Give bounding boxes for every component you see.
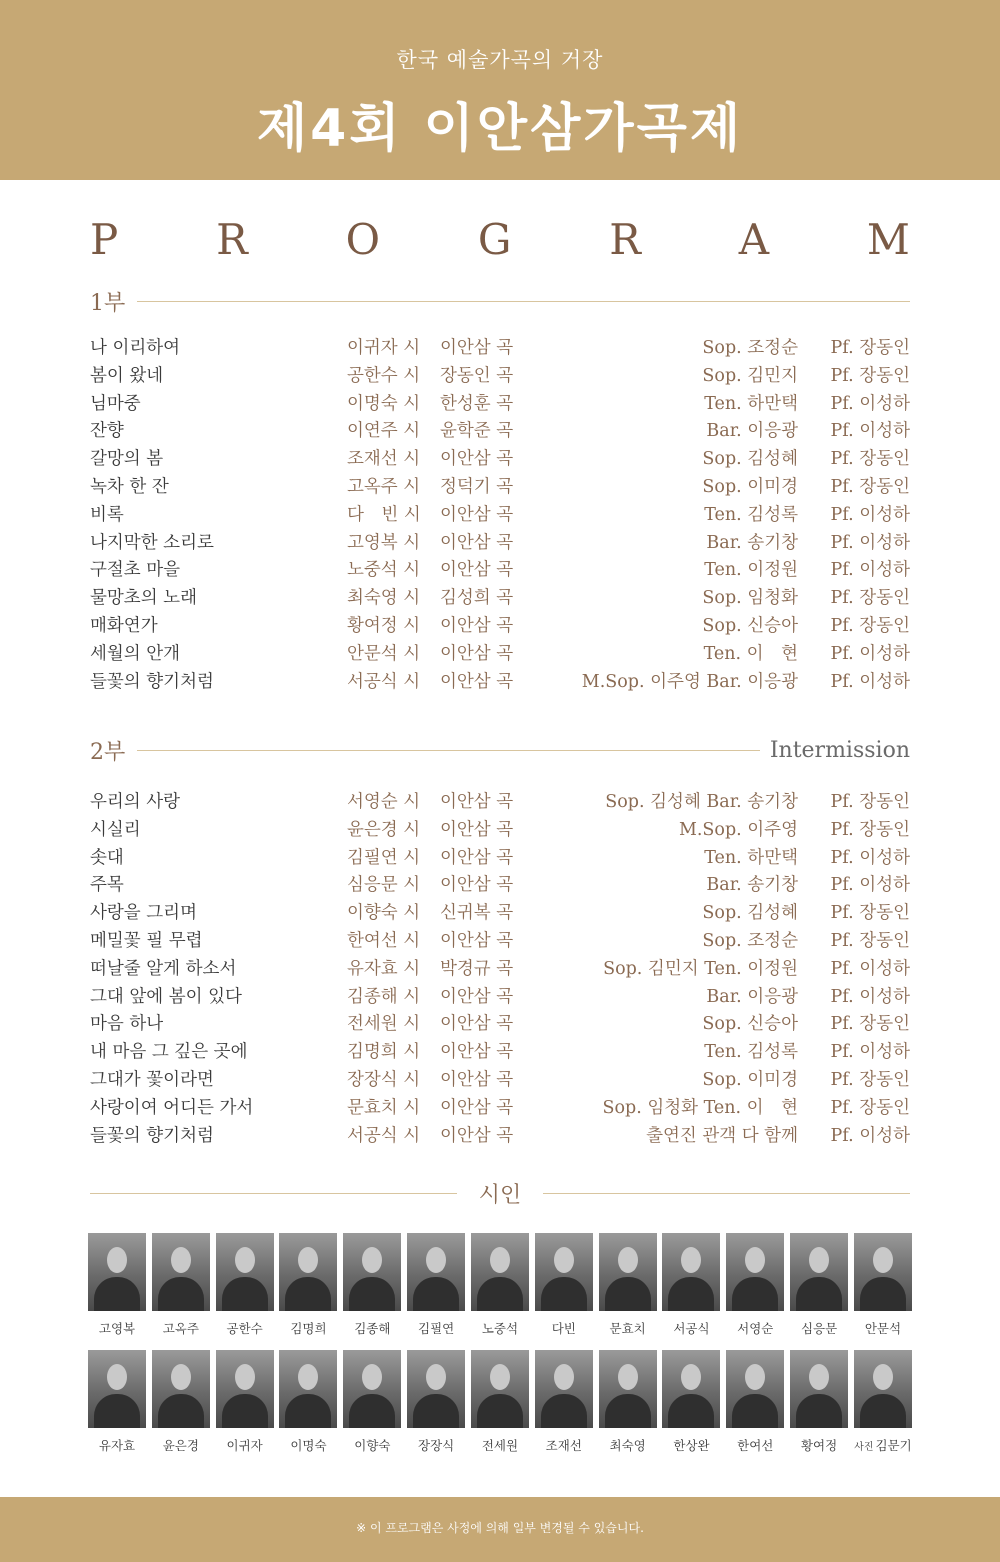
song-title: 떠날줄 알게 하소서 [90, 958, 237, 979]
poet-credit: 윤은경 시 [347, 819, 421, 840]
poet-credit: 이명숙 시 [347, 393, 421, 414]
composer-credit: 이안삼 곡 [440, 1125, 514, 1146]
song-title: 주목 [90, 875, 124, 896]
pianist-credit: Pf. 장동인 [830, 792, 910, 812]
poet-portrait-photo [343, 1350, 401, 1428]
program-row [90, 1123, 910, 1151]
part2-label: 2부 [90, 739, 126, 765]
poet-card [343, 1350, 401, 1454]
composer-credit: 이안삼 곡 [440, 930, 514, 951]
poet-portrait-photo [279, 1233, 337, 1311]
poet-name-text: 이명숙 [290, 1438, 327, 1453]
poet-card [216, 1233, 274, 1337]
song-title: 물망초의 노래 [90, 588, 197, 609]
poet-credit: 장장식 시 [347, 1069, 421, 1090]
poet-portrait-photo [790, 1350, 848, 1428]
pianist-credit: Pf. 이성하 [830, 393, 910, 414]
poet-credit: 노중석 시 [347, 560, 421, 581]
poet-credit: 심응문 시 [347, 875, 421, 896]
poet-name-text: 고옥주 [162, 1321, 199, 1336]
poet-credit: 이향숙 시 [347, 903, 421, 924]
composer-credit: 한성훈 곡 [440, 393, 514, 414]
poet-card [599, 1233, 657, 1337]
program-row [90, 984, 910, 1012]
composer-credit: 장동인 곡 [440, 365, 514, 386]
poet-portrait-photo [152, 1233, 210, 1311]
song-title: 그대 앞에 봄이 있다 [90, 986, 242, 1007]
photo-credit-label: 사진 [854, 1442, 874, 1453]
poet-credit: 김종해 시 [347, 986, 421, 1007]
poet-name [418, 1436, 454, 1454]
divider [543, 1193, 910, 1194]
poet-card [343, 1233, 401, 1337]
program-row [90, 928, 910, 956]
header-banner [0, 0, 1000, 180]
pianist-credit: Pf. 이성하 [830, 504, 910, 525]
pianist-credit: Pf. 장동인 [830, 365, 910, 386]
song-title: 봄이 왔네 [90, 365, 164, 386]
poet-card [88, 1350, 146, 1454]
poet-name [354, 1319, 390, 1337]
program-row [90, 956, 910, 984]
poets-heading [90, 1178, 910, 1208]
song-title: 그대가 꽃이라면 [90, 1069, 214, 1090]
pianist-credit: Pf. 장동인 [830, 903, 910, 924]
program-row [90, 1067, 910, 1095]
song-title: 비록 [90, 504, 124, 525]
page-title: 제4회 이안삼가곡제 [256, 99, 744, 159]
program-row [90, 363, 910, 391]
program-row [90, 900, 910, 928]
composer-credit: 이안삼 곡 [440, 1014, 514, 1035]
composer-credit: 이안삼 곡 [440, 986, 514, 1007]
performer-credit: Ten. 김성록 [704, 504, 798, 525]
poet-card [152, 1350, 210, 1454]
poet-name-text: 이귀자 [226, 1438, 263, 1453]
poet-portrait-photo [407, 1233, 465, 1311]
poet-name-text: 전세원 [481, 1438, 519, 1453]
poet-name-text: 최숙영 [609, 1438, 646, 1453]
poet-name [99, 1319, 135, 1337]
poet-name-text: 한상완 [673, 1438, 710, 1453]
pianist-credit: Pf. 이성하 [830, 1125, 910, 1146]
performer-credit: Sop. 김성혜 Bar. 송기창 [605, 792, 798, 812]
poet-name [227, 1436, 263, 1454]
performer-credit: Sop. 임청화 Ten. 이 현 [602, 1097, 798, 1118]
composer-credit: 이안삼 곡 [440, 560, 514, 581]
performer-credit: Sop. 김성혜 [702, 449, 798, 470]
program-row [90, 641, 910, 669]
song-title: 들꽃의 향기처럼 [90, 1125, 214, 1146]
program-row [90, 1011, 910, 1039]
composer-credit: 이안삼 곡 [440, 792, 514, 812]
poet-name [610, 1436, 646, 1454]
poet-name-text: 심응문 [800, 1321, 838, 1336]
poet-name [737, 1436, 773, 1454]
performer-credit: Sop. 김민지 [702, 365, 798, 386]
performer-credit: Sop. 임청화 [702, 588, 798, 609]
page-subtitle: 한국 예술가곡의 거장 [396, 48, 604, 72]
program-letter: R [216, 215, 248, 264]
program-letter: O [345, 215, 381, 264]
poet-card [471, 1350, 529, 1454]
poet-name [418, 1319, 454, 1337]
performer-credit: Bar. 이응광 [706, 421, 798, 442]
poet-portrait-photo [471, 1233, 529, 1311]
poet-name-text: 황여정 [800, 1438, 838, 1453]
performer-credit: Ten. 하만택 [704, 393, 798, 414]
composer-credit: 이안삼 곡 [440, 1042, 514, 1063]
poet-credit: 공한수 시 [347, 365, 421, 386]
poet-name [801, 1436, 837, 1454]
poet-credit: 유자효 시 [347, 958, 421, 979]
program-row [90, 817, 910, 845]
poet-name-text: 공한수 [226, 1321, 263, 1336]
poet-portrait-photo [599, 1350, 657, 1428]
poet-card [407, 1350, 465, 1454]
performer-credit: Bar. 송기창 [706, 532, 798, 553]
song-title: 들꽃의 향기처럼 [90, 671, 214, 692]
poet-name-text: 고영복 [98, 1321, 136, 1336]
poet-name-text: 다빈 [551, 1321, 576, 1336]
poet-name [227, 1319, 263, 1337]
composer-credit: 이안삼 곡 [440, 338, 514, 358]
poet-card [407, 1233, 465, 1337]
poet-card [535, 1233, 593, 1337]
poet-name [163, 1319, 199, 1337]
poet-portrait-photo [662, 1350, 720, 1428]
poet-name [865, 1319, 901, 1337]
song-title: 솟대 [90, 847, 124, 868]
poet-card [854, 1233, 912, 1337]
footer-note: ※ 이 프로그램은 사정에 의해 일부 변경될 수 있습니다. [356, 1521, 644, 1535]
poet-portrait-photo [279, 1350, 337, 1428]
program-row [90, 872, 910, 900]
composer-credit: 이안삼 곡 [440, 1069, 514, 1090]
performer-credit: Ten. 김성록 [704, 1042, 798, 1063]
song-title: 내 마음 그 깊은 곳에 [90, 1042, 248, 1063]
performer-credit: Ten. 하만택 [704, 847, 798, 868]
part1-heading [90, 286, 910, 316]
poet-name [610, 1319, 646, 1337]
poet-credit: 전세원 시 [347, 1014, 421, 1035]
program-row [90, 530, 910, 558]
performer-credit: M.Sop. 이주영 Bar. 이응광 [581, 671, 798, 692]
poet-credit: 김명희 시 [347, 1042, 421, 1063]
composer-credit: 정덕기 곡 [440, 476, 514, 497]
program-row [90, 502, 910, 530]
pianist-credit: Pf. 이성하 [830, 671, 910, 692]
song-title: 우리의 사랑 [90, 792, 181, 812]
pianist-credit: Pf. 이성하 [830, 986, 910, 1007]
song-title: 사랑이여 어디든 가서 [90, 1097, 254, 1118]
poet-name [99, 1436, 135, 1454]
poet-portrait-photo [535, 1233, 593, 1311]
poet-card [726, 1350, 784, 1454]
intermission-label: Intermission [769, 737, 910, 763]
poet-name-text: 유자효 [98, 1438, 136, 1453]
poets-heading-label: 시인 [478, 1182, 522, 1208]
pianist-credit: Pf. 이성하 [830, 875, 910, 896]
poet-name-text: 장장식 [418, 1438, 455, 1453]
poet-credit: 이귀자 시 [347, 338, 421, 358]
pianist-credit: Pf. 장동인 [830, 338, 910, 358]
poet-card [535, 1350, 593, 1454]
poet-name-text: 김필연 [418, 1321, 455, 1336]
composer-credit: 이안삼 곡 [440, 671, 514, 692]
poet-card [662, 1233, 720, 1337]
pianist-credit: Pf. 이성하 [830, 1042, 910, 1063]
pianist-credit: Pf. 장동인 [830, 615, 910, 636]
poet-name [801, 1319, 837, 1337]
footer-banner [0, 1497, 1000, 1562]
poet-credit: 한여선 시 [347, 930, 421, 951]
performer-credit: Sop. 이미경 [702, 1069, 798, 1090]
poet-name [482, 1319, 518, 1337]
song-title: 매화연가 [90, 615, 158, 636]
song-title: 갈망의 봄 [90, 449, 164, 470]
poet-name [737, 1319, 773, 1337]
composer-credit: 김성희 곡 [440, 588, 514, 609]
poet-name [354, 1436, 390, 1454]
poet-name [673, 1436, 709, 1454]
poet-credit: 안문석 시 [347, 643, 421, 664]
program-heading [90, 212, 910, 268]
poet-card [279, 1233, 337, 1337]
poet-portrait-photo [216, 1233, 274, 1311]
poet-name [854, 1436, 912, 1454]
program-row [90, 669, 910, 697]
poet-card [854, 1350, 912, 1454]
composer-credit: 이안삼 곡 [440, 615, 514, 636]
poet-name-text: 한여선 [737, 1438, 774, 1453]
poet-name-text: 김명희 [290, 1321, 327, 1336]
poet-credit: 고영복 시 [347, 532, 421, 553]
part1-program-list [90, 335, 910, 696]
poet-credit: 김필연 시 [347, 847, 421, 868]
poet-portrait-photo [407, 1350, 465, 1428]
pianist-credit: Pf. 장동인 [830, 930, 910, 951]
poet-card [152, 1233, 210, 1337]
composer-credit: 박경규 곡 [440, 958, 514, 979]
performer-credit: Sop. 조정순 [702, 930, 798, 951]
song-title: 세월의 안개 [90, 643, 181, 664]
pianist-credit: Pf. 이성하 [830, 421, 910, 442]
poet-name-text: 김종해 [354, 1321, 391, 1336]
poet-card [279, 1350, 337, 1454]
program-row [90, 446, 910, 474]
pianist-credit: Pf. 장동인 [830, 476, 910, 497]
composer-credit: 이안삼 곡 [440, 504, 514, 525]
part2-heading [90, 735, 910, 765]
composer-credit: 신귀복 곡 [440, 903, 514, 924]
poet-name [546, 1436, 582, 1454]
program-row [90, 557, 910, 585]
poet-portrait-photo [535, 1350, 593, 1428]
song-title: 녹차 한 잔 [90, 476, 169, 497]
composer-credit: 이안삼 곡 [440, 819, 514, 840]
poet-portrait-photo [88, 1350, 146, 1428]
poet-name-text: 문효치 [609, 1321, 646, 1336]
composer-credit: 이안삼 곡 [440, 643, 514, 664]
song-title: 잔향 [90, 421, 124, 442]
poet-portrait-photo [854, 1350, 912, 1428]
song-title: 마음 하나 [90, 1014, 164, 1035]
composer-credit: 이안삼 곡 [440, 532, 514, 553]
song-title: 사랑을 그리며 [90, 903, 197, 924]
pianist-credit: Pf. 장동인 [830, 588, 910, 609]
program-row [90, 418, 910, 446]
poet-card [726, 1233, 784, 1337]
poet-portrait-photo [599, 1233, 657, 1311]
program-row [90, 391, 910, 419]
pianist-credit: Pf. 이성하 [830, 643, 910, 664]
poet-portrait-photo [726, 1350, 784, 1428]
composer-credit: 이안삼 곡 [440, 875, 514, 896]
poet-card [599, 1350, 657, 1454]
poet-portrait-photo [216, 1350, 274, 1428]
program-letter: P [90, 215, 119, 264]
performer-credit: 출연진 관객 다 함께 [646, 1125, 798, 1146]
performer-credit: Sop. 김성혜 [702, 903, 798, 924]
poet-credit: 조재선 시 [347, 449, 421, 470]
poet-portrait-photo [854, 1233, 912, 1311]
poet-name-text: 이향숙 [354, 1438, 391, 1453]
poet-credit: 황여정 시 [347, 615, 421, 636]
performer-credit: Sop. 이미경 [702, 476, 798, 497]
pianist-credit: Pf. 장동인 [830, 819, 910, 840]
poet-card [790, 1233, 848, 1337]
poet-name-text: 김문기 [875, 1438, 912, 1453]
pianist-credit: Pf. 장동인 [830, 1069, 910, 1090]
poet-card [88, 1233, 146, 1337]
pianist-credit: Pf. 장동인 [830, 449, 910, 470]
divider [137, 301, 910, 302]
poet-credit: 서공식 시 [347, 671, 421, 692]
poet-portrait-photo [662, 1233, 720, 1311]
poet-portrait-photo [726, 1233, 784, 1311]
poet-credit: 고옥주 시 [347, 476, 421, 497]
divider [137, 750, 760, 751]
performer-credit: Bar. 송기창 [706, 875, 798, 896]
performer-credit: Bar. 이응광 [706, 986, 798, 1007]
program-row [90, 474, 910, 502]
poet-card [216, 1350, 274, 1454]
performer-credit: Ten. 이정원 [704, 560, 798, 581]
poet-portrait-photo [471, 1350, 529, 1428]
pianist-credit: Pf. 장동인 [830, 1097, 910, 1118]
performer-credit: Sop. 조정순 [702, 338, 798, 358]
poet-name [552, 1319, 576, 1337]
song-title: 구절초 마을 [90, 560, 181, 581]
poet-card [662, 1350, 720, 1454]
poet-portrait-photo [152, 1350, 210, 1428]
composer-credit: 윤학준 곡 [440, 421, 514, 442]
poet-name-text: 서영순 [737, 1321, 774, 1336]
poet-photo-row [88, 1350, 912, 1454]
poet-credit: 서공식 시 [347, 1125, 421, 1146]
poet-portrait-photo [790, 1233, 848, 1311]
poet-name [290, 1436, 326, 1454]
poet-card [471, 1233, 529, 1337]
program-row [90, 789, 910, 817]
composer-credit: 이안삼 곡 [440, 847, 514, 868]
program-letter: R [609, 215, 641, 264]
performer-credit: Sop. 신승아 [702, 1014, 798, 1035]
pianist-credit: Pf. 이성하 [830, 560, 910, 581]
song-title: 나 이리하여 [90, 338, 181, 358]
program-row [90, 1095, 910, 1123]
poet-portrait-photo [343, 1233, 401, 1311]
program-row [90, 1039, 910, 1067]
poet-name [482, 1436, 518, 1454]
song-title: 나지막한 소리로 [90, 532, 214, 553]
song-title: 님마중 [90, 393, 141, 414]
program-letter: A [738, 215, 770, 264]
poet-name-text: 조재선 [545, 1438, 582, 1453]
poet-name [163, 1436, 199, 1454]
performer-credit: Ten. 이 현 [703, 643, 798, 664]
poet-name-text: 안문석 [864, 1321, 902, 1336]
poet-name-text: 노중석 [481, 1321, 519, 1336]
pianist-credit: Pf. 이성하 [830, 847, 910, 868]
pianist-credit: Pf. 장동인 [830, 1014, 910, 1035]
poet-name [673, 1319, 709, 1337]
program-row [90, 585, 910, 613]
poet-name-text: 윤은경 [162, 1438, 199, 1453]
performer-credit: M.Sop. 이주영 [678, 819, 798, 840]
poet-name-text: 서공식 [673, 1321, 710, 1336]
performer-credit: Sop. 신승아 [702, 615, 798, 636]
poet-photo-row [88, 1233, 912, 1337]
composer-credit: 이안삼 곡 [440, 1097, 514, 1118]
poet-credit: 서영순 시 [347, 792, 421, 812]
song-title: 메밀꽃 필 무렵 [90, 930, 203, 951]
poet-credit: 문효치 시 [347, 1097, 421, 1118]
poet-credit: 다 빈 시 [347, 504, 421, 525]
song-title: 시실리 [90, 819, 141, 840]
program-row [90, 845, 910, 873]
pianist-credit: Pf. 이성하 [830, 532, 910, 553]
poet-name [290, 1319, 326, 1337]
composer-credit: 이안삼 곡 [440, 449, 514, 470]
poet-credit: 이연주 시 [347, 421, 421, 442]
performer-credit: Sop. 김민지 Ten. 이정원 [603, 958, 798, 979]
poet-credit: 최숙영 시 [347, 588, 421, 609]
divider [90, 1193, 457, 1194]
program-letter: M [866, 215, 910, 264]
poet-portrait-photo [88, 1233, 146, 1311]
program-row [90, 613, 910, 641]
part1-label: 1부 [90, 290, 126, 316]
program-letter: G [477, 215, 512, 264]
poet-card [790, 1350, 848, 1454]
pianist-credit: Pf. 이성하 [830, 958, 910, 979]
program-row [90, 335, 910, 363]
part2-program-list [90, 789, 910, 1150]
